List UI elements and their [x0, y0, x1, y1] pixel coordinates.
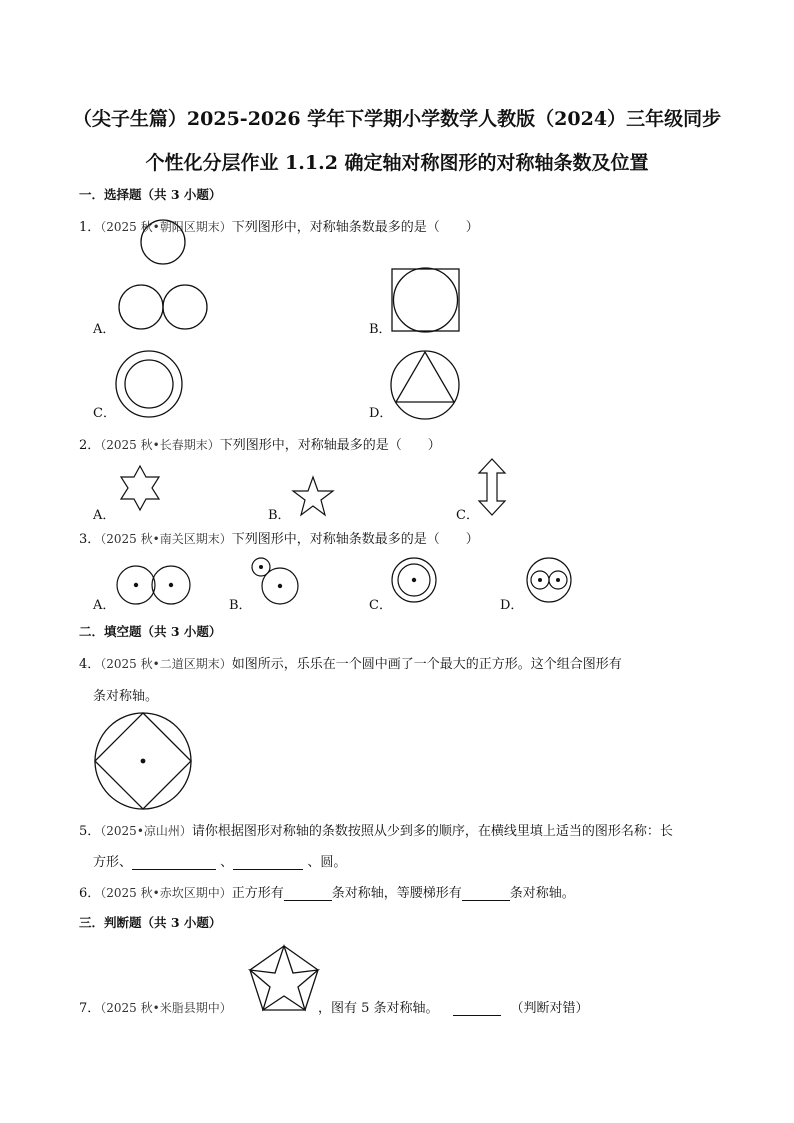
question-number: 3． — [79, 532, 101, 547]
q2-figure-five-point-star — [291, 476, 335, 518]
question-3 — [79, 528, 479, 547]
answer-prefix: 方形、 — [93, 855, 133, 870]
question-text: 下列图形中，对称轴条数最多的是（ ） — [231, 220, 479, 235]
q1-option-d-label: D． — [369, 406, 393, 421]
answer-separator: 、 — [220, 855, 234, 870]
q3-option-c-label: C． — [369, 598, 392, 613]
q3-figure-small-and-large-circle — [250, 556, 302, 608]
q1-option-c-label: C． — [93, 406, 116, 421]
question-source: （2025 秋•长春期末） — [100, 438, 220, 452]
q3-option-a-label: A． — [93, 598, 116, 613]
page-title-line-1: （尖子生篇）2025-2026 学年下学期小学数学人教版（2024）三年级同步 — [72, 108, 722, 130]
q2-option-b-label: B． — [268, 508, 291, 523]
question-number: 7． — [79, 1001, 101, 1016]
answer-blank-square-axes[interactable] — [284, 886, 332, 901]
question-source: （2025 秋•赤坎区期中） — [100, 886, 232, 900]
question-6 — [79, 882, 575, 901]
question-text: 正方形有 — [231, 886, 284, 901]
section-heading-fill: 二．填空题（共 3 小题） — [79, 624, 222, 639]
question-number: 2． — [79, 438, 101, 453]
question-text: 请你根据图形对称轴的条数按照从少到多的顺序，在横线里填上适当的图形名称：长 — [191, 824, 673, 839]
question-text: 下列图形中，对称轴最多的是（ ） — [219, 438, 441, 453]
q2-option-a-label: A． — [93, 508, 116, 523]
q2-figure-double-arrow — [477, 458, 507, 518]
question-2 — [79, 434, 441, 453]
question-4 — [79, 653, 622, 672]
q1-figure-circle-in-square — [390, 268, 460, 332]
question-source: （2025 秋•朝阳区期末） — [100, 220, 232, 234]
q2-figure-six-point-star — [116, 464, 164, 512]
question-source: （2025•凉山州） — [100, 824, 192, 838]
question-source: （2025 秋•南关区期末） — [100, 532, 232, 546]
question-hint: （判断对错） — [510, 1001, 589, 1016]
q2-option-c-label: C． — [456, 508, 479, 523]
q4-figure-square-in-circle — [92, 712, 196, 812]
q3-figure-two-circles-in-circle — [525, 556, 575, 606]
q1-option-b-label: B． — [369, 322, 392, 337]
q1-figure-concentric-circles — [115, 350, 185, 420]
q3-option-b-label: B． — [229, 598, 252, 613]
section-heading-judge: 三．判断题（共 3 小题） — [79, 915, 222, 930]
question-4-continued: 条对称轴。 — [93, 689, 159, 704]
q1-figure-three-circles — [115, 218, 210, 333]
question-number: 6． — [79, 886, 101, 901]
question-number: 1． — [79, 220, 101, 235]
question-text: 如图所示，乐乐在一个圆中画了一个最大的正方形。这个组合图形有 — [231, 657, 622, 672]
question-7 — [79, 997, 232, 1016]
answer-blank-trapezoid-axes[interactable] — [462, 886, 510, 901]
question-text: 条对称轴。 — [509, 886, 575, 901]
answer-blank-judge[interactable] — [453, 1001, 501, 1016]
q1-figure-triangle-in-circle — [390, 350, 460, 420]
q3-option-d-label: D． — [500, 598, 524, 613]
q1-option-a-label: A． — [93, 322, 116, 337]
question-source: （2025 秋•二道区期末） — [100, 657, 232, 671]
q7-figure-star-in-pentagon — [248, 944, 320, 1014]
question-source: （2025 秋•米脂县期中） — [100, 1001, 232, 1015]
question-text: 下列图形中，对称轴条数最多的是（ ） — [231, 532, 479, 547]
section-heading-choice: 一．选择题（共 3 小题） — [79, 187, 222, 202]
answer-suffix: 、圆。 — [307, 855, 347, 870]
question-text: ，图有 5 条对称轴。 — [318, 1001, 439, 1016]
question-number: 4． — [79, 657, 101, 672]
question-text: 条对称轴，等腰梯形有 — [331, 886, 462, 901]
question-5 — [79, 820, 673, 839]
question-7-statement — [318, 997, 589, 1016]
question-number: 5． — [79, 824, 101, 839]
q3-figure-two-circles-side — [115, 565, 195, 607]
question-5-continued — [93, 851, 346, 870]
page-title-line-2: 个性化分层作业 1.1.2 确定轴对称图形的对称轴条数及位置 — [145, 152, 649, 174]
q3-figure-concentric-dot — [390, 556, 440, 606]
answer-blank-2[interactable] — [233, 855, 303, 870]
answer-blank-1[interactable] — [132, 855, 216, 870]
